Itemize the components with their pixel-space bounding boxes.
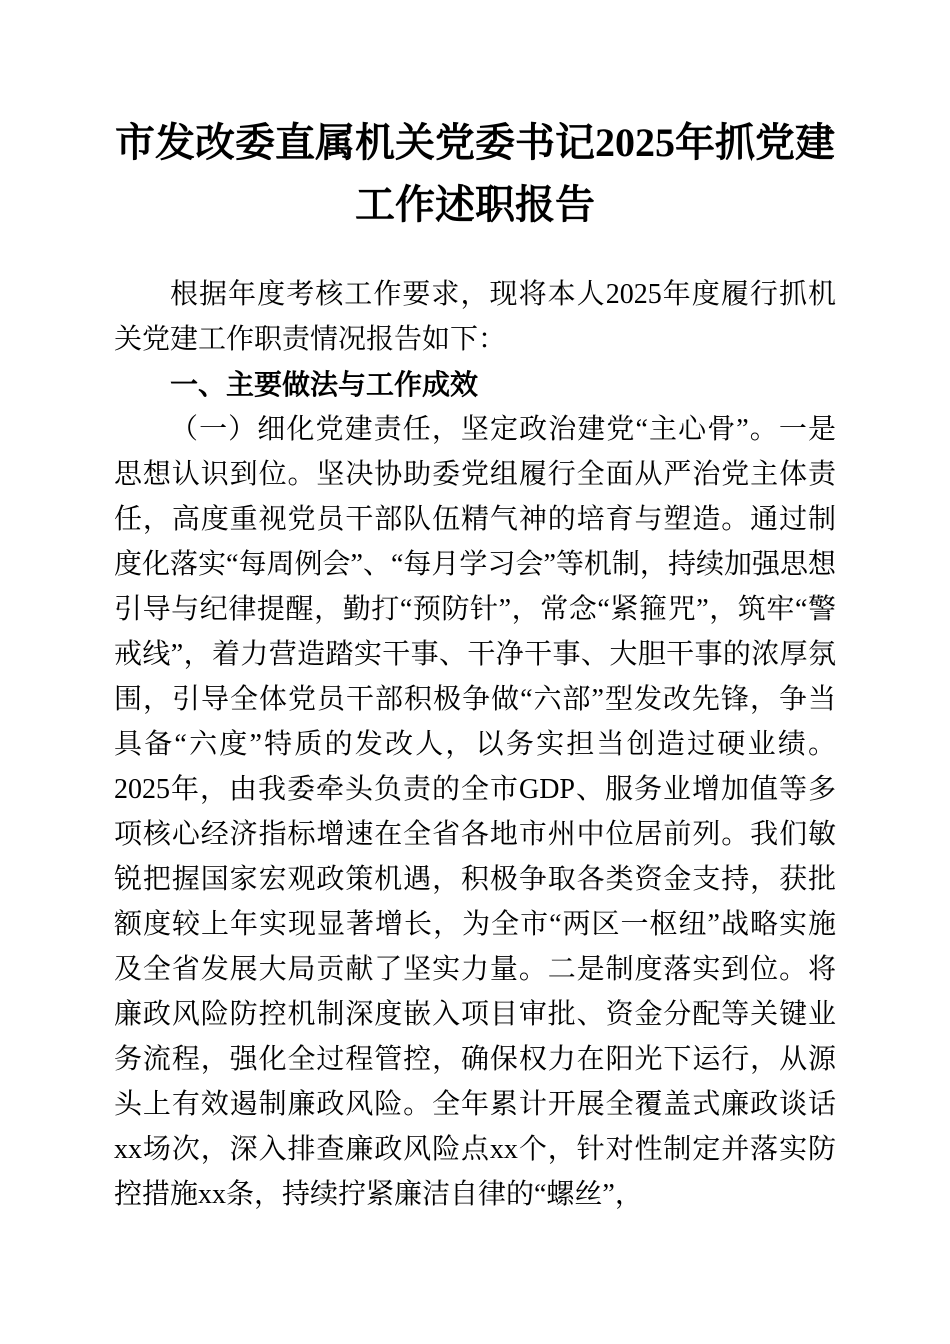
document-title: 市发改委直属机关党委书记2025年抓党建工作述职报告 [115,120,835,227]
section-one-body-paragraph: （一）细化党建责任，坚定政治建党“主心骨”。一是思想认识到位。坚决协助委党组履行全面从严治党主体责任，高度重视党员干部队伍精气神的培育与塑造。通过制度化落实“每周例会”、“每月学习会”等机制，持续加强思想引导与纪律提醒，勤打“预防针”，常念“紧箍咒”，筑牢“警戒线”，着力营造踏实干事、干净干事、大胆干事的浓厚氛围，引导全体党员干部积极争做“六部”型发改先锋，争当具备“六度”特质的发改人，以务实担当创造过硬业绩。2025年，由我委牵头负责的全市GDP、服务业增加值等多项核心经济指标增速在全省各地市州中位居前列。我们敏锐把握国家宏观政策机遇，积极争取各类资金支持，获批额度较上年实现显著增长，为全市“两区一枢纽”战略实施及全省发展大局贡献了坚实力量。二是制度落实到位。将廉政风险防控机制深度嵌入项目审批、资金分配等关键业务流程，强化全过程管控，确保权力在阳光下运行，从源头上有效遏制廉政风险。全年累计开展全覆盖式廉政谈话xx场次，深入排查廉政风险点xx个，针对性制定并落实防控措施xx条，持续拧紧廉洁自律的“螺丝”， [114,414,836,1210]
intro-paragraph: 根据年度考核工作要求，现将本人2025年度履行抓机关党建工作职责情况报告如下： [114,279,836,355]
section-one-heading: 一、主要做法与工作成效 [170,369,479,400]
